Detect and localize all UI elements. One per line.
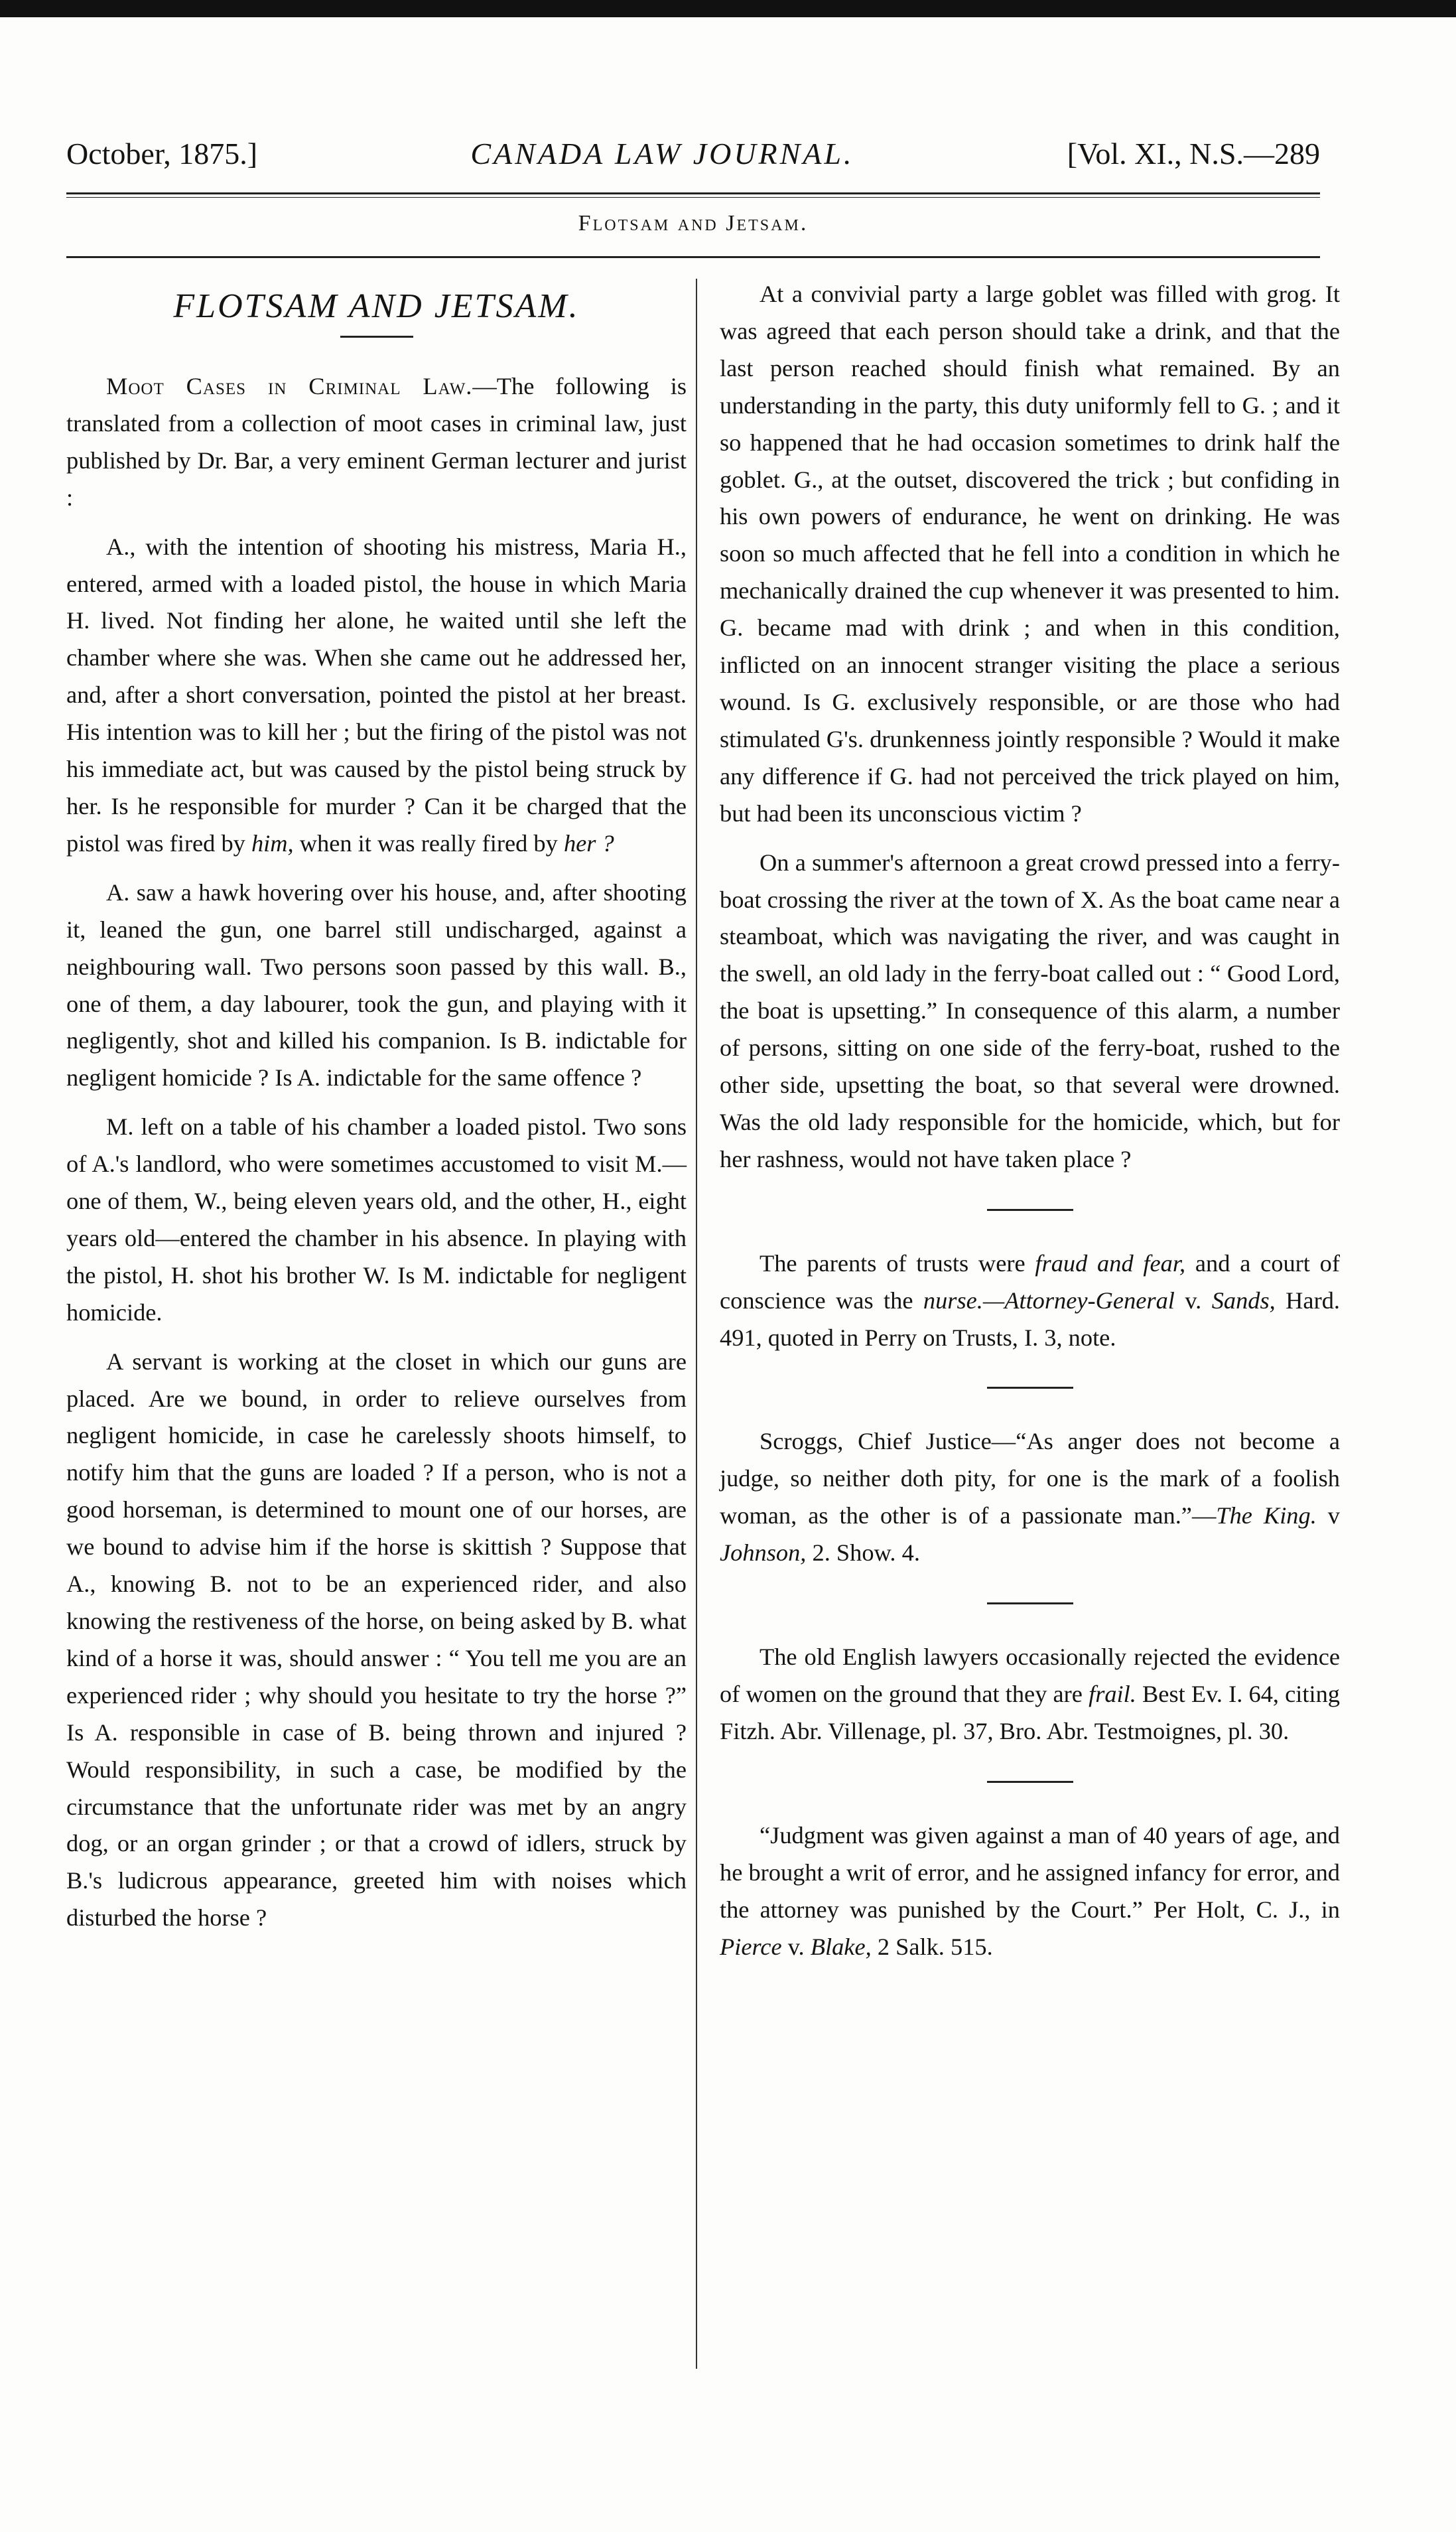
- note-text: v: [1327, 1502, 1340, 1529]
- journal-title: CANADA LAW JOURNAL.: [470, 136, 854, 171]
- paragraph-intro: [66, 368, 687, 517]
- note-text: The parents of trusts were: [760, 1249, 1026, 1277]
- case-name: The King.: [1216, 1502, 1317, 1529]
- paragraph-case-ferry: On a summer's afternoon a great crowd pressed into a ferry-boat crossing the river at the town of X. As the boat came near a steamboat, which was navigating the river, and was caught in the swell, an old lady in the ferry-boat called out : “ Good Lord, the boat is upsetting.” In consequence of this alarm, a number of persons, sitting on one side of the ferry-boat, rushed to the other side, upsetting the boat, so that several were drowned. Was the old lady responsible for the homicide, which, but for her rashness, would not have taken place ?: [720, 849, 1340, 1172]
- citation: Best Ev. I. 64, citing Fitzh. Abr. Villenage, pl. 37, Bro. Abr. Testmoignes, pl. 30.: [720, 1681, 1340, 1744]
- quote-text: “Judgment was given against a man of 40 years of age, and he brought a writ of error, and he assigned infancy for error, and the attorney was punished by the Court.” Per Holt, C. J., in: [720, 1821, 1340, 1923]
- paragraph-case-pistol: [66, 529, 687, 863]
- citation: 2 Salk. 515.: [877, 1933, 993, 1960]
- note-scroggs: [720, 1423, 1340, 1572]
- title-rule: [340, 336, 413, 338]
- paragraph-case-servant: A servant is working at the closet in which our guns are placed. Are we bound, in order to relieve ourselves from negligent homicide, in case he carelessly shoots himself, to notify him that the guns are loaded ? If a person, who is not a good horseman, is determined to mount one of our horses, are we bound to advise him if the horse is skittish ? Suppose that A., knowing B. not to be an experienced rider, and also knowing the restiveness of the horse, on being asked by B. what kind of a horse it was, should answer : “ You tell me you are an experienced rider ; why should you hesitate to try the horse ?” Is A. responsible in case of B. being thrown and injured ? Would responsibility, in such a case, be modified by the circumstance that the unfortunate rider was met by an angry dog, or an organ grinder ; or that a crowd of idlers, struck by B.'s ludicrous appearance, greeted him with noises which disturbed the horse ?: [66, 1348, 687, 1932]
- header-rule: [66, 192, 1320, 194]
- quote-text: Scroggs, Chief Justice—“As anger does not become a judge, so neither doth pity, for one is the mark of a foolish woman, as the other is of a passionate man.”—: [720, 1428, 1340, 1529]
- section-divider: [987, 1387, 1073, 1389]
- note-text: v.: [1185, 1287, 1202, 1314]
- paragraph-case-goblet: At a convivial party a large goblet was filled with grog. It was agreed that each person should take a drink, and that the last person reached should finish what remained. By an understanding in the party, this duty uniformly fell to G. ; and it so happened that he had occasion sometimes to drink half the goblet. G., at the outset, discovered the trick ; but confiding in his own powers of endurance, he went on drinking. He was soon so much affected that he fell into a condition in which he mechanically drained the cup whenever it was presented to him. G. became mad with drink ; and when in this condition, inflicted on an innocent stranger visiting the place a serious wound. Is G. exclusively responsible, or are those who had stimulated G's. drunkenness jointly responsible ? Would it make any difference if G. had not perceived the trick played on him, but had been its unconscious victim ?: [720, 281, 1340, 827]
- note-text: and a court of conscience was the: [720, 1249, 1340, 1314]
- emphasis: fraud and fear,: [1035, 1249, 1186, 1277]
- case-name: Pierce: [720, 1933, 782, 1960]
- case-name: Sands,: [1211, 1287, 1276, 1314]
- note-trusts: [720, 1245, 1340, 1357]
- emphasis: her ?: [563, 829, 614, 857]
- case-name: Johnson,: [720, 1539, 807, 1567]
- section-rule: [66, 256, 1320, 258]
- left-column: [66, 279, 687, 1949]
- section-title: Flotsam and Jetsam.: [578, 211, 809, 236]
- paragraph-case-hawk: A. saw a hawk hovering over his house, and, after shooting it, leaned the gun, one barrel still undischarged, against a neighbouring wall. Two persons soon passed by this wall. B., one of them, a day labourer, took the gun, and playing with it negligently, shot and killed his companion. Is B. indictable for negligent homicide ? Is A. indictable for the same offence ?: [66, 879, 687, 1091]
- intro-text: —The following is translated from a collection of moot cases in criminal law, just published by Dr. Bar, a very eminent German lecturer and jurist :: [66, 373, 687, 511]
- section-divider: [987, 1602, 1073, 1604]
- case-text: when it was really fired by: [299, 829, 558, 857]
- scan-top-band: [0, 0, 1456, 17]
- note-text: The old English lawyers occasionally rejected the evidence of women on the ground that they are: [720, 1644, 1340, 1707]
- note-text: v.: [787, 1933, 805, 1960]
- paragraph-case-loaded-pistol: M. left on a table of his chamber a loaded pistol. Two sons of A.'s landlord, who were sometimes accustomed to visit M.—one of them, W., being eleven years old, and the other, H., eight years old—entered the chamber in his absence. In playing with the pistol, H. shot his brother W. Is M. indictable for negligent homicide.: [66, 1113, 687, 1326]
- issue-date: October, 1875.]: [66, 136, 258, 171]
- note-holt: [720, 1817, 1340, 1966]
- case-name: Blake,: [810, 1933, 872, 1960]
- citation: Hard. 491, quoted in Perry on Trusts, I. 3, note.: [720, 1287, 1340, 1351]
- emphasis: frail.: [1089, 1681, 1136, 1707]
- case-name: nurse.—Attorney-General: [923, 1287, 1175, 1314]
- right-column: [720, 276, 1340, 1977]
- article-title: FLOTSAM AND JETSAM.: [173, 287, 580, 325]
- column-divider: [696, 279, 697, 2369]
- emphasis: him,: [251, 829, 294, 857]
- volume-page: [Vol. XI., N.S.—289: [1067, 136, 1320, 171]
- case-text: A., with the intention of shooting his mistress, Maria H., entered, armed with a loaded pistol, the house in which Maria H. lived. Not finding her alone, he waited until she left the chamber where she was. When she came out he addressed her, and, after a short conversation, pointed the pistol at her breast. His intention was to kill her ; but the firing of the pistol was not his immediate act, but was caused by the pistol being struck by her. Is he responsible for murder ? Can it be charged that the pistol was fired by: [66, 533, 687, 857]
- citation: 2. Show. 4.: [812, 1539, 920, 1567]
- running-head: [66, 130, 1320, 176]
- section-divider: [987, 1781, 1073, 1783]
- header-rule-thin: [66, 197, 1320, 198]
- note-women-evidence: [720, 1639, 1340, 1750]
- lead-in: Moot Cases in Criminal Law.: [106, 373, 473, 399]
- section-divider: [987, 1209, 1073, 1211]
